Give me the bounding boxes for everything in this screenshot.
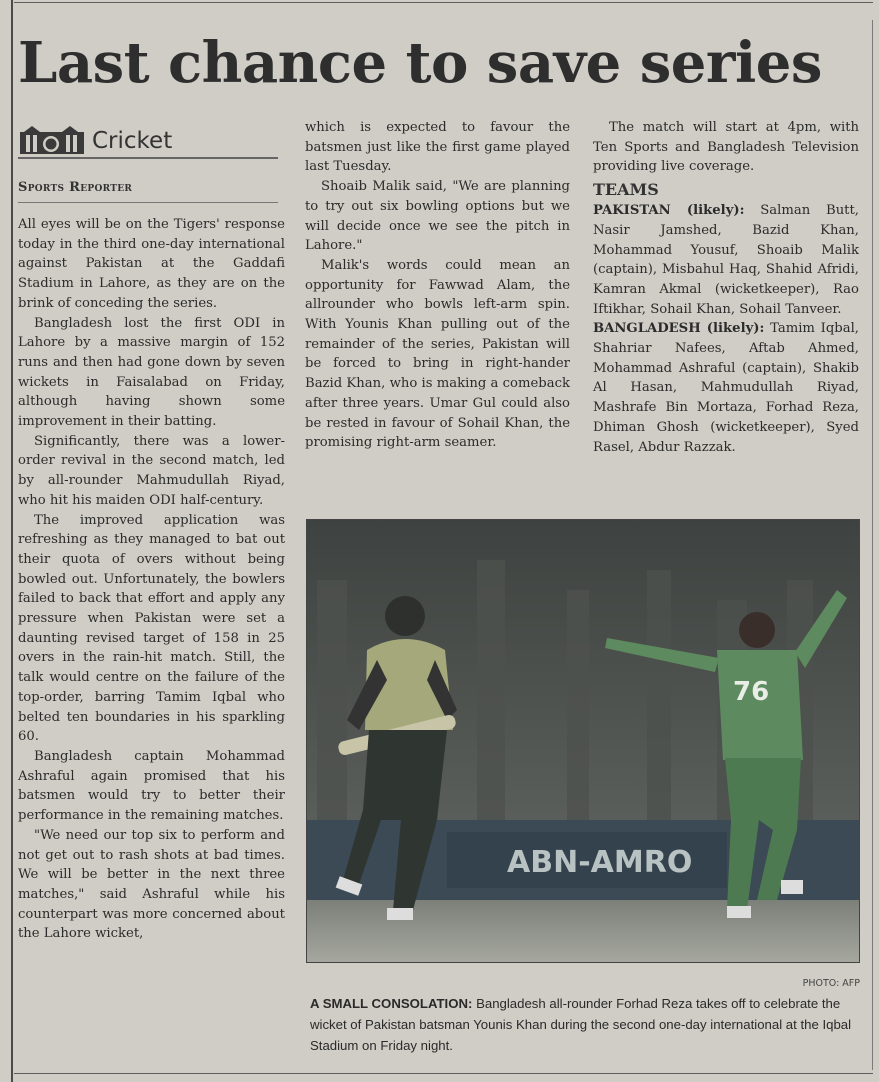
article-column-3 (593, 118, 859, 457)
photo-scene (307, 520, 859, 962)
section-tag (18, 122, 278, 158)
photo-credit: PHOTO: AFP (802, 978, 860, 989)
byline-rule (18, 202, 278, 203)
paragraph: Bangladesh captain Mohammad Ashraful again promised that his batsmen would try to better their performance in the remaining matches. (18, 748, 285, 824)
bangladesh-label: BANGLADESH (likely): (593, 321, 765, 337)
right-edge-rule (872, 20, 873, 1070)
bottom-rule (14, 1073, 873, 1074)
cricket-logo-icon (18, 124, 86, 156)
jersey-number: 76 (733, 677, 770, 707)
left-column-rule (11, 0, 13, 1082)
paragraph: Significantly, there was a lower-order revival in the second match, led by all-rounder Mahmudullah Riyad, who hit his maiden ODI half-century. (18, 433, 285, 508)
banner-text: ABN-AMRO (507, 845, 693, 880)
article-column-2 (305, 118, 570, 453)
paragraph: The improved application was refreshing as they managed to bat out their quota of overs without being bowled out. Unfortunately, the bowlers failed to back that effort and apply any pressure when Pakistan were set a daunting revised target of 158 in 25 overs in the rain-hit match. Still, the talk would centre on the failure of the top-order, barring Tamim Iqbal who belted ten boundaries in his sparkling 60. (18, 512, 285, 745)
paragraph: "We need our top six to perform and not get out to rash shots at bad times. We will be better in the next three matches," said Ashraful while his counterpart was more concerned about the Lahore wicket, (18, 827, 285, 942)
paragraph: Shoaib Malik said, "We are planning to try out six bowling options but we will decide once we see the pitch in Lahore." (305, 179, 570, 254)
section-label: Cricket (92, 128, 173, 154)
pakistan-label: PAKISTAN (likely): (593, 203, 745, 219)
bangladesh-team (593, 319, 859, 457)
paragraph: Bangladesh lost the first ODI in Lahore by a massive margin of 152 runs and then had gone down by seven wickets in Faisalabad on Friday, although having shown some improvement in their batting. (18, 315, 285, 430)
photo-caption (310, 993, 862, 1056)
caption-text: Bangladesh all-rounder Forhad Reza takes off to celebrate the wicket of Pakistan batsman Younis Khan during the second one-day international at the Iqbal Stadium on Friday night. (310, 996, 852, 1053)
section-rule (18, 157, 278, 159)
teams-heading: TEAMS (593, 180, 659, 200)
paragraph: which is expected to favour the batsmen just like the first game played last Tuesday. (305, 120, 570, 175)
paragraph: Malik's words could mean an opportunity for Fawwad Alam, the allrounder who bowls left-arm spin. With Younis Khan pulling out of the remainder of the series, Pakistan will be forced to bring in right-hander Bazid Khan, who is making a comeback after three years. Umar Gul could also be rested in favour of Sohail Khan, the promising right-arm seamer. (305, 257, 570, 451)
bangladesh-list: Tamim Iqbal, Shahriar Nafees, Aftab Ahmed, Mohammad Ashraful (captain), Shakib Al Hasan, Mahmudullah Riyad, Mashrafe Bin Mortaza, Forhad Reza, Dhiman Ghosh (wicketkeeper), Syed Rasel, Abdur Razzak. (593, 321, 859, 455)
article-column-1 (18, 215, 285, 944)
paragraph: The match will start at 4pm, with Ten Sports and Bangladesh Television providing live coverage. (593, 120, 859, 175)
pakistan-list: Salman Butt, Nasir Jamshed, Bazid Khan, Mohammad Yousuf, Shoaib Malik (captain), Misbahul Haq, Shahid Afridi, Kamran Akmal (wicketkeeper), Rao Iftikhar, Sohail Khan, Sohail Tanveer. (593, 203, 859, 317)
top-rule (14, 2, 873, 3)
pakistan-team (593, 201, 859, 319)
caption-lead: A SMALL CONSOLATION: (310, 996, 473, 1011)
byline: Sports Reporter (18, 180, 133, 195)
news-photo (306, 519, 860, 963)
paragraph: All eyes will be on the Tigers' response today in the third one-day international against Pakistan at the Gaddafi Stadium in Lahore, as they are on the brink of conceding the series. (18, 217, 285, 311)
article-headline: Last chance to save series (18, 30, 822, 96)
